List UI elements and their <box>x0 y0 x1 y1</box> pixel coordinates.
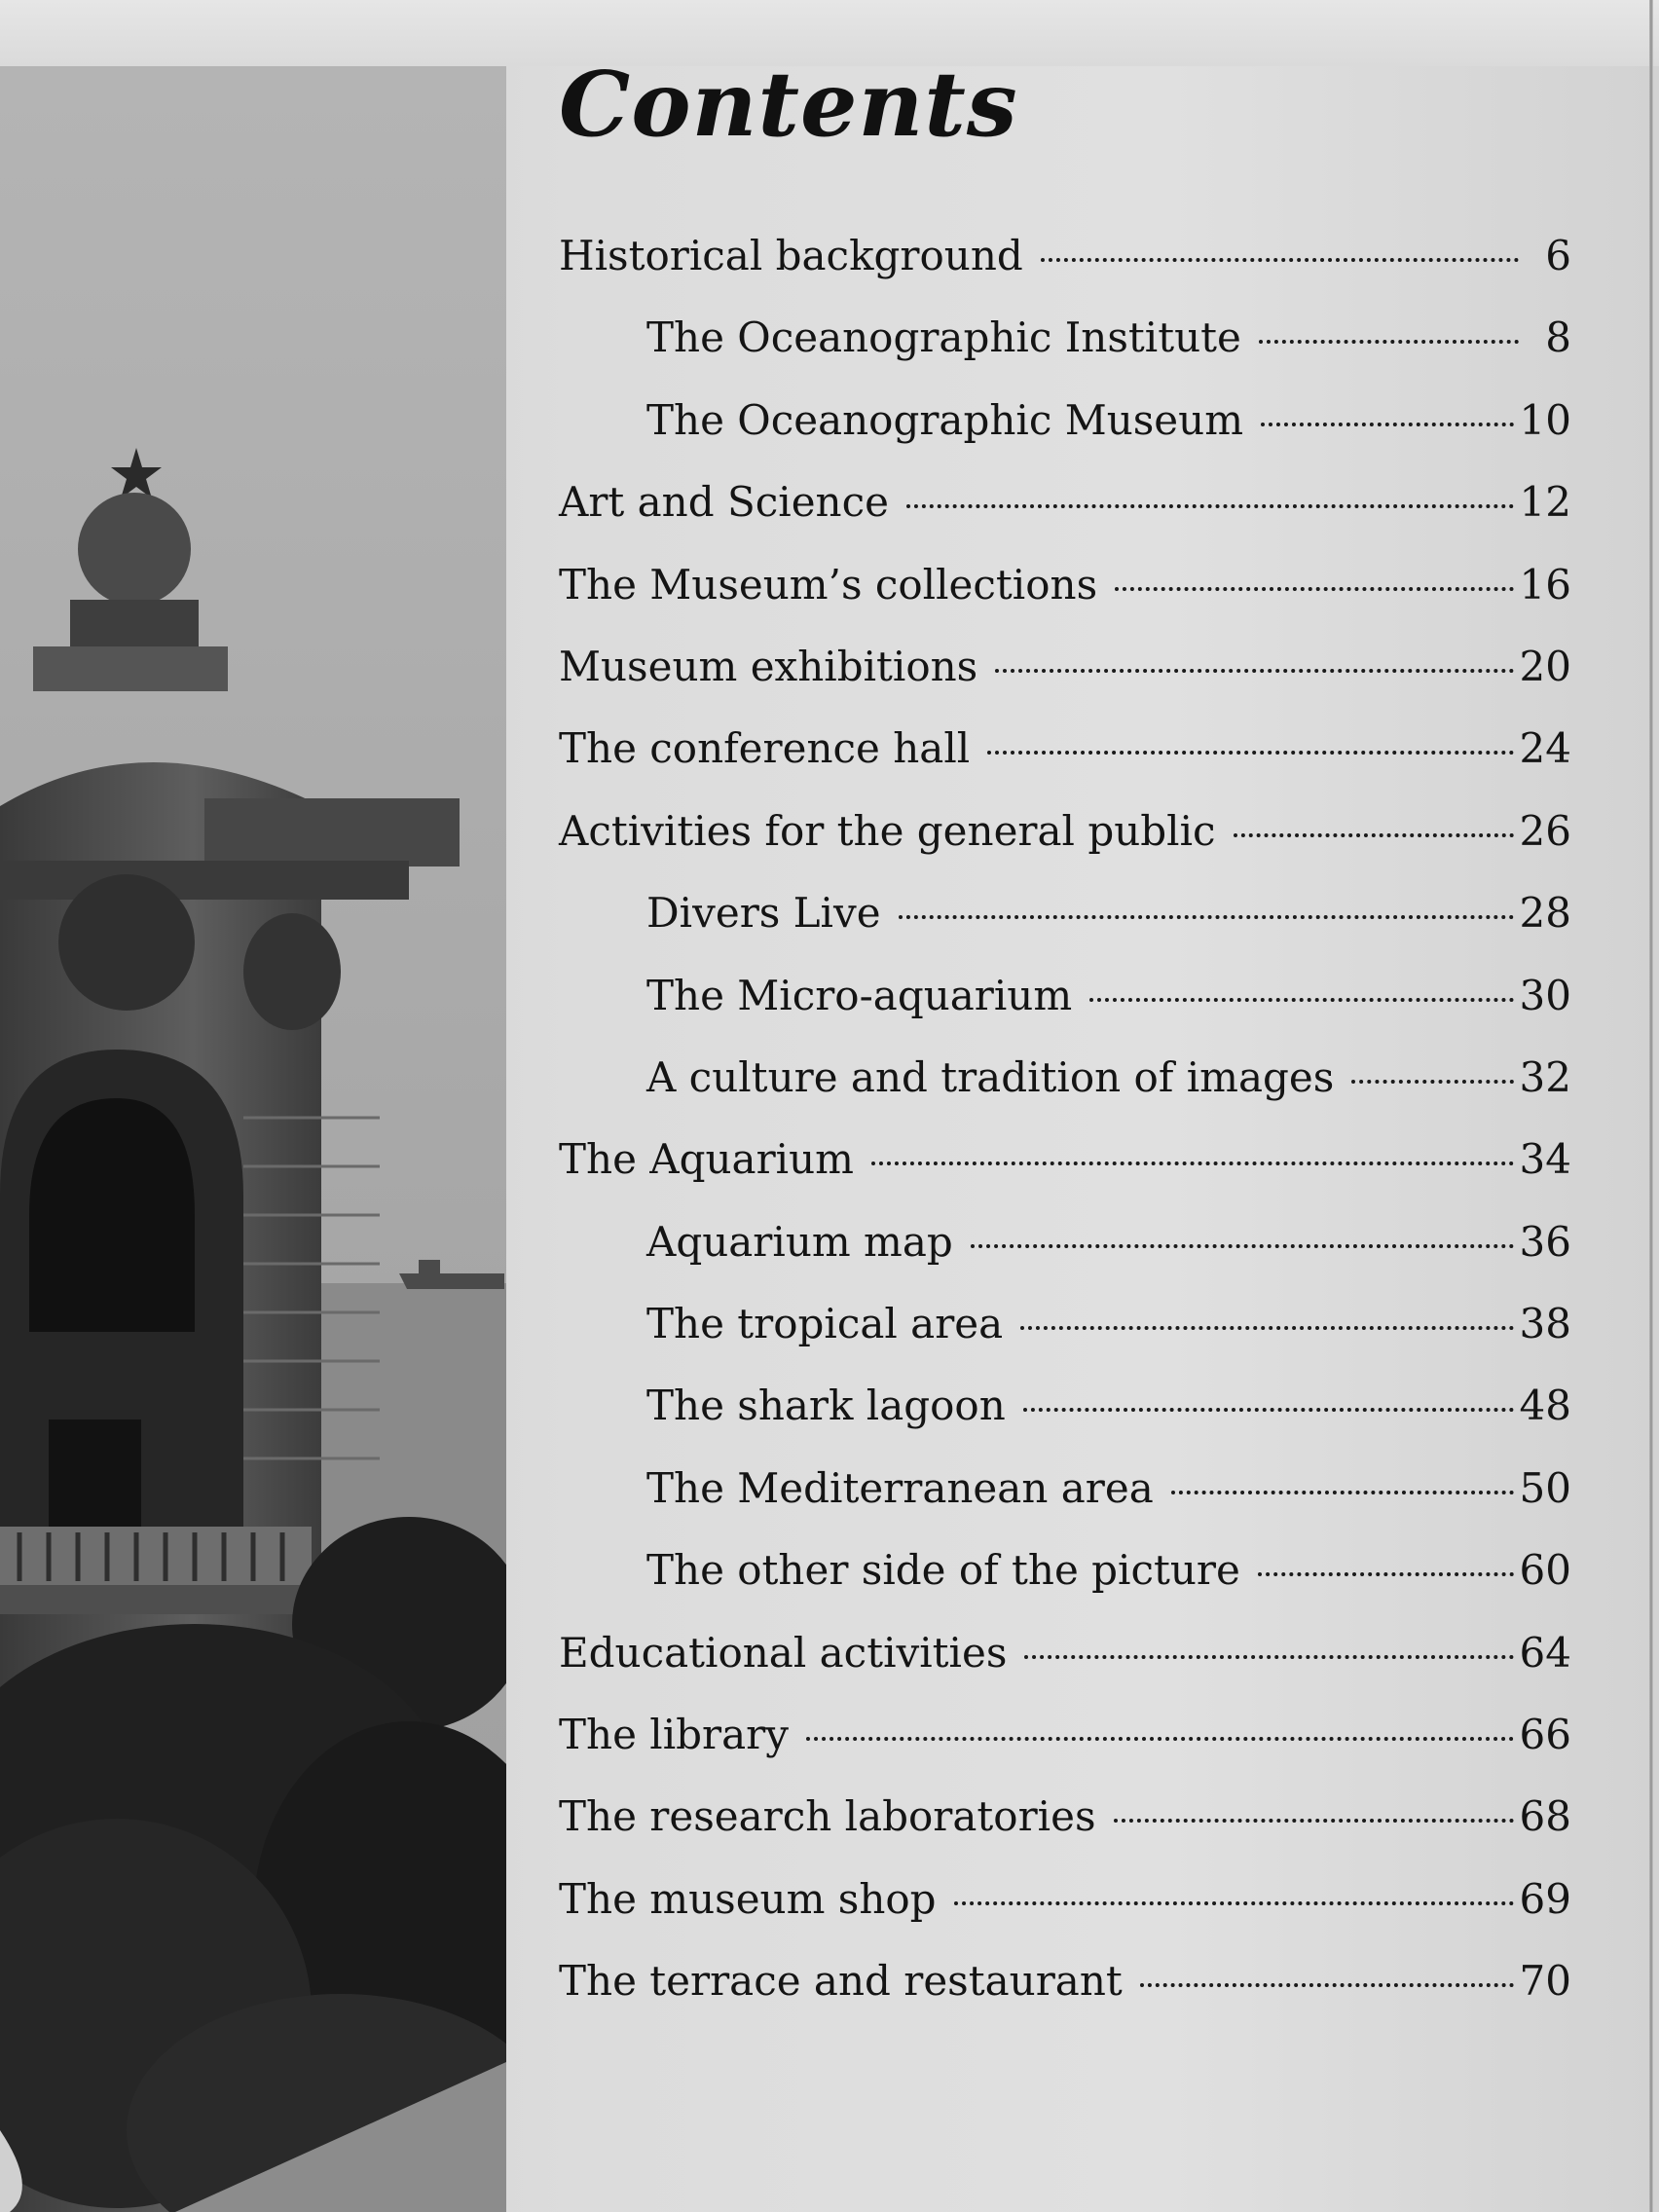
toc-entry-page-number: 48 <box>1519 1382 1571 1430</box>
toc-entry <box>559 1629 1571 1711</box>
toc-dot-leader <box>806 1737 1514 1741</box>
toc-entry-title: The terrace and restaurant <box>559 1957 1123 2006</box>
toc-entry <box>559 1135 1571 1217</box>
toc-entry <box>559 396 1571 478</box>
toc-entry <box>559 972 1571 1053</box>
toc-dot-leader <box>899 915 1514 919</box>
toc-entry-page-number: 60 <box>1519 1546 1571 1595</box>
toc-entry <box>559 313 1571 395</box>
toc-entry-page-number: 12 <box>1519 478 1571 527</box>
toc-entry-title: The conference hall <box>559 724 971 773</box>
toc-dot-leader <box>1258 1572 1514 1576</box>
toc-entry-page-number: 70 <box>1519 1957 1571 2006</box>
toc-dot-leader <box>971 1244 1514 1248</box>
toc-entry <box>559 1053 1571 1135</box>
toc-entry-page-number: 36 <box>1519 1217 1571 1266</box>
toc-entry-page-number: 28 <box>1519 889 1571 938</box>
page-edge <box>1649 0 1653 2212</box>
toc-dot-leader <box>1020 1326 1513 1330</box>
toc-dot-leader <box>1261 423 1514 426</box>
toc-dot-leader <box>1114 1819 1514 1823</box>
toc-entry-page-number: 26 <box>1519 806 1571 855</box>
toc-entry-page-number: 50 <box>1519 1463 1571 1512</box>
toc-entry <box>559 724 1571 806</box>
toc-dot-leader <box>1234 833 1514 837</box>
toc-dot-leader <box>987 751 1513 755</box>
toc-entry <box>559 478 1571 560</box>
toc-entry <box>559 1711 1571 1792</box>
toc-entry <box>559 807 1571 889</box>
toc-entry <box>559 889 1571 971</box>
toc-entry-page-number: 16 <box>1519 560 1571 608</box>
toc-entry-title: The research laboratories <box>559 1792 1096 1841</box>
toc-entry <box>559 1792 1571 1874</box>
toc-entry-page-number: 10 <box>1519 395 1571 444</box>
toc-dot-leader <box>1023 1408 1514 1412</box>
toc-dot-leader <box>906 504 1514 508</box>
toc-entry <box>559 232 1571 313</box>
toc-dot-leader <box>1024 1655 1513 1659</box>
toc-entry-page-number: 32 <box>1519 1052 1571 1101</box>
toc-dot-leader <box>1089 998 1513 1002</box>
toc-entry-page-number: 38 <box>1519 1300 1571 1348</box>
toc-entry-title: The library <box>559 1711 789 1759</box>
toc-dot-leader <box>1115 587 1513 591</box>
toc-entry-page-number: 66 <box>1519 1711 1571 1759</box>
toc-entry-title: Educational activities <box>559 1628 1008 1677</box>
toc-entry-page-number: 69 <box>1519 1874 1571 1923</box>
toc-entry <box>559 1382 1571 1463</box>
toc-entry-title: The Aquarium <box>559 1135 854 1184</box>
toc-entry-title: The museum shop <box>559 1874 937 1923</box>
toc-dot-leader <box>871 1161 1514 1165</box>
toc-entry-title: The shark lagoon <box>646 1382 1006 1430</box>
toc-entry-title: The Micro-aquarium <box>646 971 1073 1019</box>
toc-entry-title: The Oceanographic Museum <box>646 395 1244 444</box>
toc-entry-title: Museum exhibitions <box>559 642 978 690</box>
toc-dot-leader <box>1259 340 1519 344</box>
toc-entry-title: The other side of the picture <box>646 1546 1240 1595</box>
toc-entry-page-number: 34 <box>1519 1135 1571 1184</box>
toc-entry <box>559 1464 1571 1546</box>
toc-dot-leader <box>954 1901 1514 1905</box>
toc-entry-title: Aquarium map <box>646 1217 953 1266</box>
toc-entry-page-number: 20 <box>1519 642 1571 690</box>
toc-entry-title: Activities for the general public <box>559 806 1216 855</box>
toc-entry <box>559 1875 1571 1957</box>
toc-entry <box>559 1218 1571 1300</box>
toc-entry-title: The Oceanographic Institute <box>646 313 1241 362</box>
page-title: Contents <box>559 52 1018 157</box>
toc-entry-page-number: 68 <box>1519 1792 1571 1841</box>
toc-entry <box>559 643 1571 724</box>
toc-entry-page-number: 24 <box>1519 724 1571 773</box>
toc-entry-page-number: 30 <box>1519 971 1571 1019</box>
toc-entry <box>559 561 1571 643</box>
toc-entry-page-number: 8 <box>1545 313 1571 362</box>
toc-dot-leader <box>995 669 1513 673</box>
toc-dot-leader <box>1351 1080 1513 1084</box>
toc-entry-title: Divers Live <box>646 889 881 938</box>
toc-entry-title: A culture and tradition of images <box>646 1052 1335 1101</box>
toc-entry-title: The tropical area <box>646 1300 1004 1348</box>
toc-dot-leader <box>1041 258 1519 262</box>
toc-entry-title: Historical background <box>559 232 1023 279</box>
toc-dot-leader <box>1140 1983 1514 1987</box>
toc-entry-page-number: 6 <box>1545 232 1571 279</box>
table-of-contents <box>559 232 1571 2040</box>
toc-dot-leader <box>1171 1491 1514 1494</box>
toc-entry-title: The Museum’s collections <box>559 560 1098 608</box>
toc-entry <box>559 1300 1571 1382</box>
toc-entry-title: The Mediterranean area <box>646 1463 1154 1512</box>
toc-entry-title: Art and Science <box>559 478 889 527</box>
toc-entry <box>559 1546 1571 1628</box>
toc-entry <box>559 1957 1571 2039</box>
museum-building-photo <box>0 66 506 2212</box>
toc-entry-page-number: 64 <box>1519 1628 1571 1677</box>
